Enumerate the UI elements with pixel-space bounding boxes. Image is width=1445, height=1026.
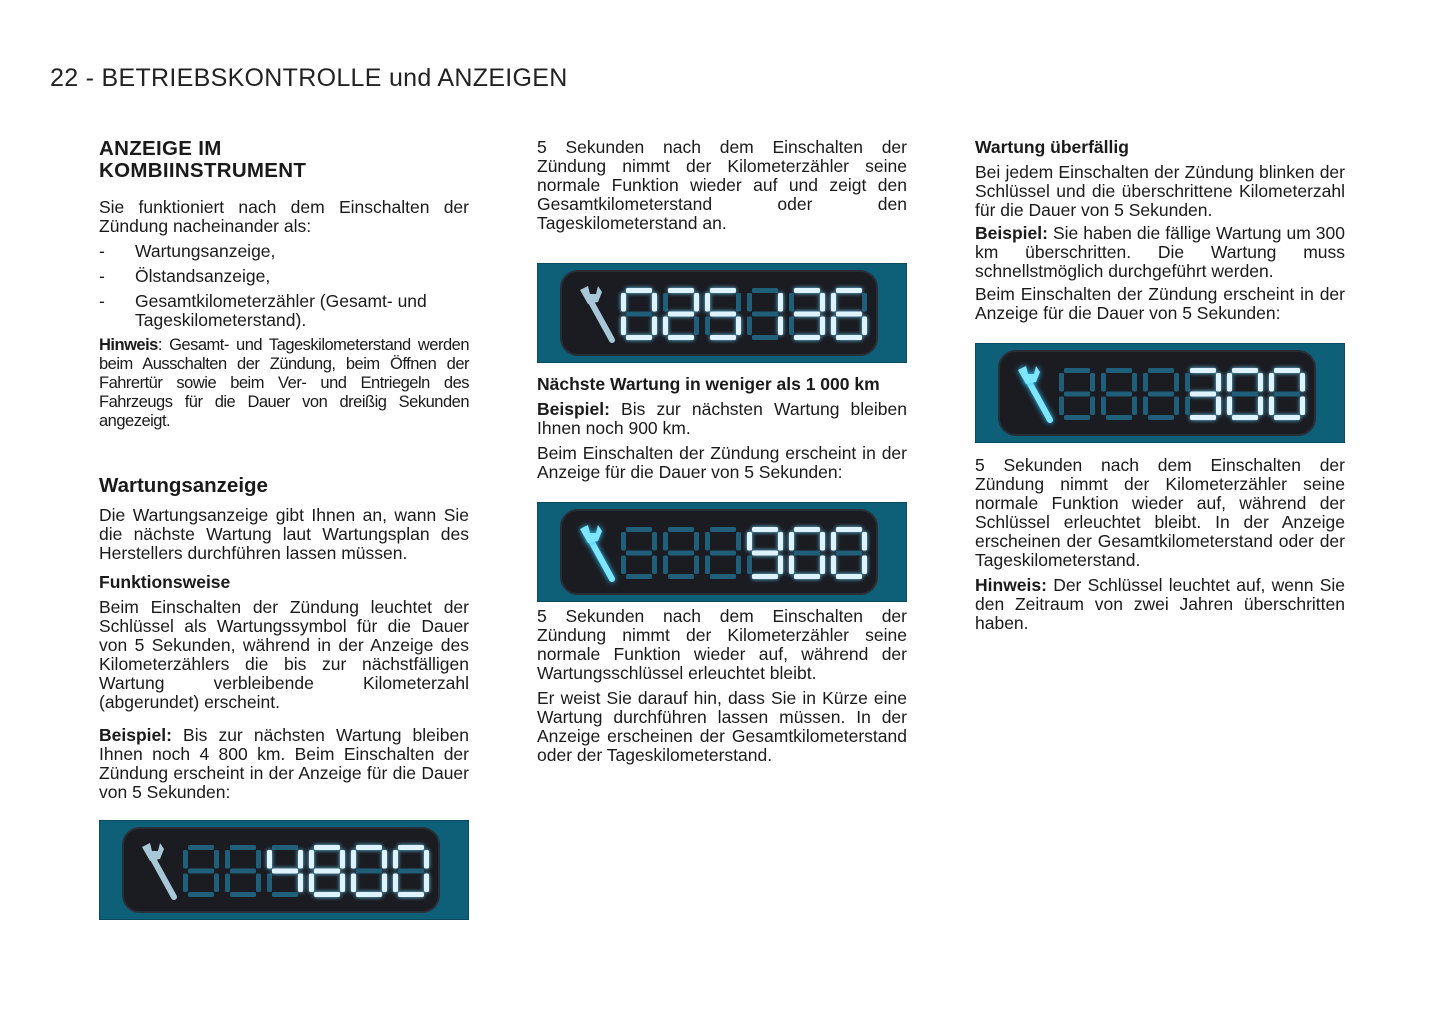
digit-segment xyxy=(1269,373,1274,392)
digit-segment xyxy=(836,574,862,579)
digit-segment xyxy=(705,317,710,336)
digit-segment xyxy=(1132,397,1137,416)
digit-segment xyxy=(694,293,699,312)
digit-segment xyxy=(694,532,699,551)
odometer-display-total xyxy=(537,263,907,363)
odometer-digit xyxy=(183,845,219,897)
digit-segment xyxy=(836,288,862,293)
page-title: 22 - BETRIEBSKONTROLLE und ANZEIGEN xyxy=(50,64,568,92)
section-paragraph: Die Wartungsanzeige gibt Ihnen an, wann Sie die nächste Wartung laut Wartungsplan des Herstellers durchführen lassen müssen. xyxy=(99,505,469,563)
digit-segment xyxy=(862,556,867,575)
digit-segment xyxy=(340,850,345,869)
digit-segment xyxy=(626,312,652,317)
digit-segment xyxy=(393,850,398,869)
digit-segment xyxy=(626,288,652,293)
odometer-display-300 xyxy=(975,343,1345,443)
digit-segment xyxy=(831,556,836,575)
wrench-icon xyxy=(580,525,612,579)
section-heading-kombiinstrument: ANZEIGE IM KOMBIINSTRUMENT xyxy=(99,137,307,182)
paragraph: 5 Sekunden nach dem Einschalten der Zündung nimmt der Kilometerzähler seine normale Funktion wieder auf und zeigt den Gesamtkilometerstand oder den Tageskilometerstand an. xyxy=(537,137,907,233)
digit-segment xyxy=(424,850,429,869)
digit-segment xyxy=(356,892,382,897)
digit-segment xyxy=(1101,373,1106,392)
wrench-icon xyxy=(580,286,612,340)
function-paragraph: Beim Einschalten der Zündung leuchtet der Schlüssel als Wartungssymbol für die Dauer von 5 Sekunden, während in der Anzeige des Kilometerzählers die bis zur nächstfälligen Wartung verbleibende Kilometerzahl (abgerundet) erscheint. xyxy=(99,597,469,712)
digit-segment xyxy=(1148,368,1174,373)
digit-segment xyxy=(663,532,668,551)
digit-segment xyxy=(267,850,272,869)
digit-segment xyxy=(778,532,783,551)
digit-segment xyxy=(188,892,214,897)
paragraph: 5 Sekunden nach dem Einschalten der Zündung nimmt der Kilometerzähler seine normale Funktion wieder auf, während der Schlüssel erleuchtet bleibt. In der Anzeige erscheinen der Gesamtkilometerstand oder der Tageskilometerstand. xyxy=(975,455,1345,570)
digit-segment xyxy=(663,556,668,575)
digit-segment xyxy=(1274,392,1300,397)
digit-segment xyxy=(1090,373,1095,392)
paragraph: 5 Sekunden nach dem Einschalten der Zündung nimmt der Kilometerzähler seine normale Funktion wieder auf, während der Wartungsschlüssel erleuchtet bleibt. xyxy=(537,606,907,683)
digit-segment xyxy=(705,532,710,551)
function-list xyxy=(99,242,469,330)
odometer-svg xyxy=(538,264,908,364)
digit-segment xyxy=(663,293,668,312)
odometer-digit xyxy=(621,527,657,579)
list-item: - Gesamtkilometerzähler (Gesamt- und Tageskilometerstand). xyxy=(99,292,469,330)
digit-segment xyxy=(1064,368,1090,373)
odometer-digit xyxy=(1101,368,1137,420)
digit-segment xyxy=(752,335,778,340)
paragraph: Beim Einschalten der Zündung erscheint in der Anzeige für die Dauer von 5 Sekunden: xyxy=(537,443,907,482)
digit-segment xyxy=(272,869,298,874)
digit-segment xyxy=(862,293,867,312)
digit-segment xyxy=(1216,373,1221,392)
digit-segment xyxy=(836,527,862,532)
digit-segment xyxy=(705,556,710,575)
odometer-display-900 xyxy=(537,502,907,602)
digit-segment xyxy=(820,556,825,575)
digit-segment xyxy=(1101,397,1106,416)
wrench-icon xyxy=(1018,366,1050,420)
digit-segment xyxy=(747,532,752,551)
digit-segment xyxy=(831,293,836,312)
digit-segment xyxy=(1064,392,1090,397)
digit-segment xyxy=(626,335,652,340)
digit-segment xyxy=(710,335,736,340)
odometer-digit xyxy=(351,845,387,897)
digit-segment xyxy=(1190,415,1216,420)
digit-segment xyxy=(794,551,820,556)
digit-segment xyxy=(1090,397,1095,416)
digit-segment xyxy=(668,551,694,556)
digit-segment xyxy=(652,317,657,336)
digit-segment xyxy=(710,288,736,293)
digit-segment xyxy=(626,527,652,532)
digit-segment xyxy=(668,527,694,532)
digit-segment xyxy=(1300,373,1305,392)
odometer-digit xyxy=(225,845,261,897)
digit-segment xyxy=(752,288,778,293)
subheading-funktionsweise: Funktionsweise xyxy=(99,572,231,592)
digit-segment xyxy=(710,312,736,317)
subheading-service-overdue: Wartung überfällig xyxy=(975,137,1129,157)
digit-segment xyxy=(1174,397,1179,416)
odometer-display-4800 xyxy=(99,820,469,920)
digit-segment xyxy=(736,293,741,312)
digit-segment xyxy=(663,317,668,336)
odometer-digit xyxy=(705,527,741,579)
odometer-digit xyxy=(663,288,699,340)
digit-segment xyxy=(820,317,825,336)
digit-segment xyxy=(1232,392,1258,397)
digit-segment xyxy=(1185,373,1190,392)
digit-segment xyxy=(1274,368,1300,373)
odometer-digit xyxy=(621,288,657,340)
digit-segment xyxy=(1148,392,1174,397)
digit-segment xyxy=(256,850,261,869)
odometer-digit xyxy=(747,527,783,579)
digit-segment xyxy=(382,874,387,893)
odometer-digit xyxy=(663,527,699,579)
digit-segment xyxy=(1106,415,1132,420)
digit-segment xyxy=(424,874,429,893)
subheading-next-service: Nächste Wartung in weniger als 1 000 km xyxy=(537,374,880,394)
digit-segment xyxy=(1190,392,1216,397)
digit-segment xyxy=(831,532,836,551)
paragraph: Er weist Sie darauf hin, dass Sie in Kürze eine Wartung durchführen lassen müssen. In der Anzeige erscheinen der Gesamtkilometerstand oder der Tageskilometerstand. xyxy=(537,688,907,765)
digit-segment xyxy=(398,869,424,874)
digit-segment xyxy=(794,312,820,317)
digit-segment xyxy=(1143,397,1148,416)
digit-segment xyxy=(862,317,867,336)
digit-segment xyxy=(778,556,783,575)
digit-segment xyxy=(752,527,778,532)
odometer-digit xyxy=(309,845,345,897)
digit-segment xyxy=(1232,415,1258,420)
note-paragraph: Hinweis: Gesamt- und Tageskilometerstand werden beim Ausschalten der Zündung, beim Öffnen der Fahrertür sowie beim Ver- und Entriegeln des Fahrzeugs für die Dauer von dreißig Sekunden angezeigt. xyxy=(99,336,469,430)
digit-segment xyxy=(736,317,741,336)
digit-segment xyxy=(1106,392,1132,397)
digit-segment xyxy=(1227,397,1232,416)
digit-segment xyxy=(710,551,736,556)
digit-segment xyxy=(836,312,862,317)
digit-segment xyxy=(836,335,862,340)
digit-segment xyxy=(621,317,626,336)
odometer-digit xyxy=(1227,368,1263,420)
digit-segment xyxy=(309,874,314,893)
digit-segment xyxy=(272,845,298,850)
digit-segment xyxy=(668,574,694,579)
digit-segment xyxy=(747,293,752,312)
digit-segment xyxy=(752,551,778,556)
digit-segment xyxy=(1185,397,1190,416)
odometer-digit xyxy=(1143,368,1179,420)
digit-segment xyxy=(1232,368,1258,373)
digit-segment xyxy=(621,532,626,551)
digit-segment xyxy=(831,317,836,336)
digit-segment xyxy=(694,317,699,336)
digit-segment xyxy=(225,874,230,893)
digit-segment xyxy=(314,892,340,897)
digit-segment xyxy=(1064,415,1090,420)
odometer-digit xyxy=(1185,368,1221,420)
odometer-svg xyxy=(976,344,1346,444)
digit-segment xyxy=(298,850,303,869)
digit-segment xyxy=(710,574,736,579)
odometer-digit xyxy=(1059,368,1095,420)
digit-segment xyxy=(1174,373,1179,392)
odometer-svg xyxy=(538,503,908,603)
digit-segment xyxy=(1132,373,1137,392)
digit-segment xyxy=(314,869,340,874)
intro-paragraph: Sie funktioniert nach dem Einschalten der Zündung nacheinander als: xyxy=(99,197,469,236)
digit-segment xyxy=(794,527,820,532)
digit-segment xyxy=(862,532,867,551)
digit-segment xyxy=(183,874,188,893)
paragraph: Beim Einschalten der Zündung erscheint in der Anzeige für die Dauer von 5 Sekunden: xyxy=(975,284,1345,323)
odometer-svg xyxy=(100,821,470,921)
digit-segment xyxy=(230,892,256,897)
digit-segment xyxy=(256,874,261,893)
digit-segment xyxy=(794,288,820,293)
digit-segment xyxy=(836,551,862,556)
digit-segment xyxy=(652,556,657,575)
digit-segment xyxy=(710,527,736,532)
digit-segment xyxy=(340,874,345,893)
digit-segment xyxy=(668,312,694,317)
digit-segment xyxy=(752,312,778,317)
digit-segment xyxy=(356,845,382,850)
list-item: - Ölstandsanzeige, xyxy=(99,267,469,286)
digit-segment xyxy=(183,850,188,869)
digit-segment xyxy=(1227,373,1232,392)
example-paragraph: Beispiel: Bis zur nächsten Wartung bleiben Ihnen noch 4 800 km. Beim Einschalten der Zündung erscheint in der Anzeige für die Dauer von 5 Sekunden: xyxy=(99,725,469,802)
digit-segment xyxy=(1148,415,1174,420)
digit-segment xyxy=(820,532,825,551)
digit-segment xyxy=(1258,373,1263,392)
paragraph: Bei jedem Einschalten der Zündung blinken der Schlüssel und die überschrittene Kilometerzahl für die Dauer von 5 Sekunden. xyxy=(975,162,1345,220)
odometer-digit xyxy=(1269,368,1305,420)
digit-segment xyxy=(736,532,741,551)
digit-segment xyxy=(694,556,699,575)
wrench-icon xyxy=(142,843,174,897)
digit-segment xyxy=(747,556,752,575)
digit-segment xyxy=(668,335,694,340)
digit-segment xyxy=(1274,415,1300,420)
digit-segment xyxy=(1300,397,1305,416)
digit-segment xyxy=(1143,373,1148,392)
digit-segment xyxy=(794,335,820,340)
digit-segment xyxy=(267,874,272,893)
digit-segment xyxy=(1269,397,1274,416)
digit-segment xyxy=(298,874,303,893)
example-paragraph: Beispiel: Sie haben die fällige Wartung um 300 km überschritten. Die Wartung muss schnellstmöglich durchgeführt werden. xyxy=(975,223,1345,281)
digit-segment xyxy=(188,845,214,850)
digit-segment xyxy=(652,532,657,551)
digit-segment xyxy=(188,869,214,874)
digit-segment xyxy=(1106,368,1132,373)
digit-segment xyxy=(736,556,741,575)
digit-segment xyxy=(794,574,820,579)
digit-segment xyxy=(820,293,825,312)
digit-segment xyxy=(398,892,424,897)
digit-segment xyxy=(1258,397,1263,416)
digit-segment xyxy=(1059,373,1064,392)
digit-segment xyxy=(393,874,398,893)
odometer-digit xyxy=(831,288,867,340)
digit-segment xyxy=(789,317,794,336)
odometer-digit xyxy=(789,288,825,340)
digit-segment xyxy=(225,850,230,869)
digit-segment xyxy=(214,874,219,893)
digit-segment xyxy=(705,293,710,312)
list-item: - Wartungsanzeige, xyxy=(99,242,469,261)
odometer-digit xyxy=(789,527,825,579)
digit-segment xyxy=(626,574,652,579)
digit-segment xyxy=(1190,368,1216,373)
odometer-digit xyxy=(747,288,783,340)
digit-segment xyxy=(778,293,783,312)
example-paragraph: Beispiel: Bis zur nächsten Wartung bleiben Ihnen noch 900 km. xyxy=(537,399,907,438)
column-2 xyxy=(537,138,907,771)
column-1 xyxy=(99,138,469,920)
section-heading-wartungsanzeige: Wartungsanzeige xyxy=(99,474,268,497)
digit-segment xyxy=(789,293,794,312)
digit-segment xyxy=(668,288,694,293)
digit-segment xyxy=(626,551,652,556)
digit-segment xyxy=(230,845,256,850)
digit-segment xyxy=(214,850,219,869)
odometer-digit xyxy=(267,845,303,897)
digit-segment xyxy=(356,869,382,874)
digit-segment xyxy=(1059,397,1064,416)
digit-segment xyxy=(621,556,626,575)
digit-segment xyxy=(272,892,298,897)
digit-segment xyxy=(747,317,752,336)
digit-segment xyxy=(230,869,256,874)
digit-segment xyxy=(621,293,626,312)
digit-segment xyxy=(351,874,356,893)
column-3 xyxy=(975,138,1345,639)
digit-segment xyxy=(789,532,794,551)
odometer-digit xyxy=(393,845,429,897)
odometer-digit xyxy=(831,527,867,579)
digit-segment xyxy=(351,850,356,869)
digit-segment xyxy=(752,574,778,579)
digit-segment xyxy=(778,317,783,336)
digit-segment xyxy=(309,850,314,869)
odometer-digit xyxy=(705,288,741,340)
digit-segment xyxy=(789,556,794,575)
digit-segment xyxy=(382,850,387,869)
digit-segment xyxy=(1216,397,1221,416)
digit-segment xyxy=(314,845,340,850)
digit-segment xyxy=(398,845,424,850)
note-paragraph: Hinweis: Der Schlüssel leuchtet auf, wenn Sie den Zeitraum von zwei Jahren überschritten haben. xyxy=(975,575,1345,633)
digit-segment xyxy=(652,293,657,312)
